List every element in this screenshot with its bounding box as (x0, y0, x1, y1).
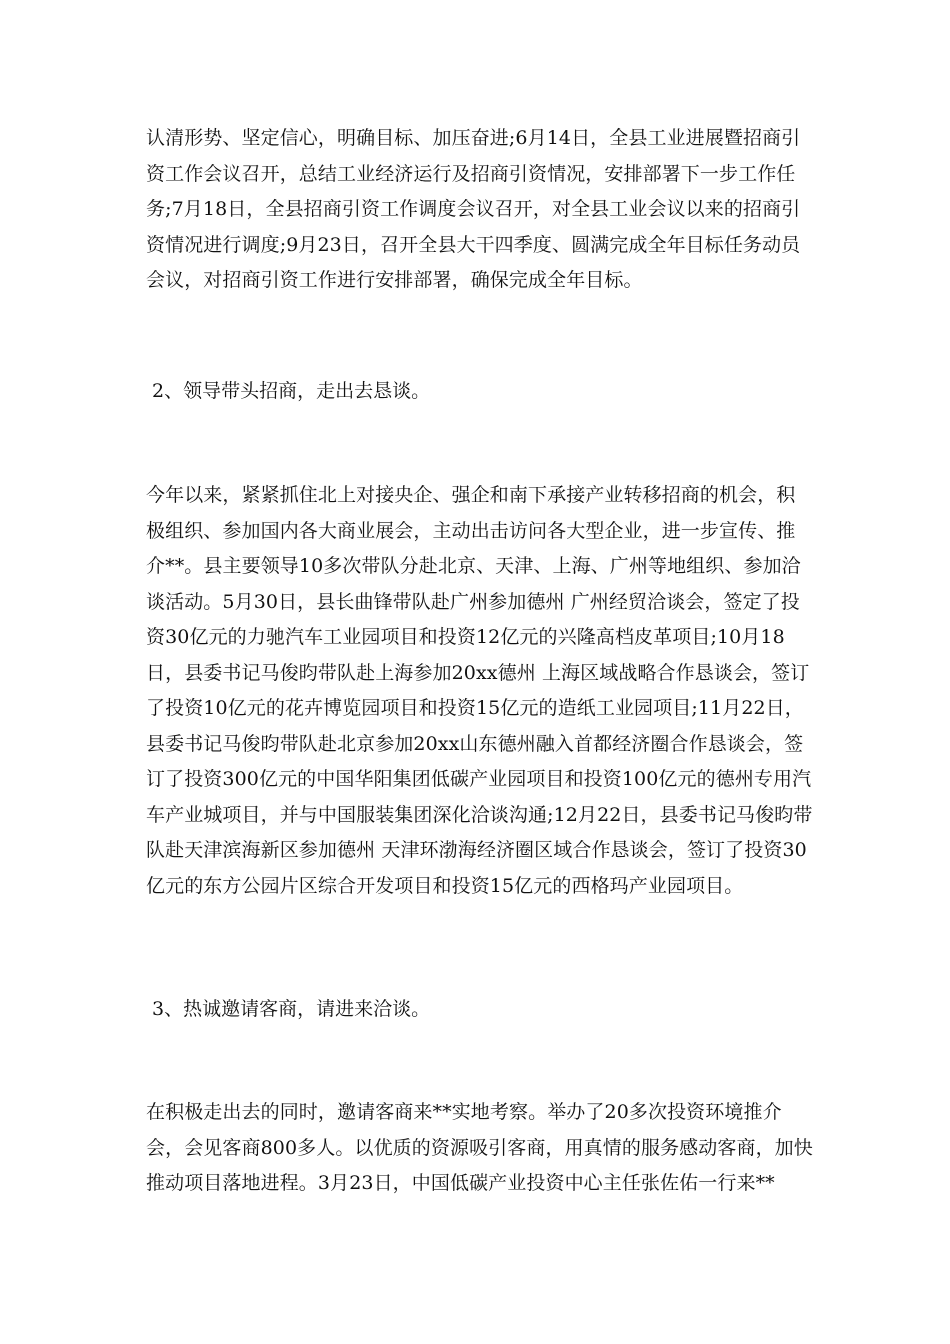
body-paragraph: 今年以来，紧紧抓住北上对接央企、强企和南下承接产业转移招商的机会，积极组织、参加国内各大商业展会，主动出击访问各大型企业，进一步宣传、推介**。县主要领导10多次带队分赴北京、天津、上海、广州等地组织、参加洽谈活动。5月30日，县长曲锋带队赴广州参加德州 广州经贸洽谈会，签定了投资30亿元的力驰汽车工业园项目和投资12亿元的兴隆高档皮革项目;10月18日，县委书记马俊昀带队赴上海参加20xx德州 上海区域战略合作恳谈会，签订了投资10亿元的花卉博览园项目和投资15亿元的造纸工业园项目;11月22日，县委书记马俊昀带队赴北京参加20xx山东德州融入首都经济圈合作恳谈会，签订了投资300亿元的中国华阳集团低碳产业园项目和投资100亿元的德州专用汽车产业城项目，并与中国服装集团深化洽谈沟通;12月22日，县委书记马俊昀带队赴天津滨海新区参加德州 天津环渤海经济圈区域合作恳谈会，签订了投资30亿元的东方公园片区综合开发项目和投资15亿元的西格玛产业园项目。 (146, 484, 813, 897)
section-heading: 2、领导带头招商，走出去恳谈。 (152, 380, 431, 402)
section-heading: 3、热诚邀请客商，请进来洽谈。 (152, 998, 431, 1020)
body-paragraph: 在积极走出去的同时，邀请客商来**实地考察。举办了20多次投资环境推介会，会见客商800多人。以优质的资源吸引客商，用真情的服务感动客商，加快推动项目落地进程。3月23日，中国低碳产业投资中心主任张佐佑一行来** (146, 1101, 813, 1194)
body-paragraph: 认清形势、坚定信心，明确目标、加压奋进;6月14日，全县工业进展暨招商引资工作会议召开，总结工业经济运行及招商引资情况，安排部署下一步工作任务;7月18日，全县招商引资工作调度会议召开，对全县工业会议以来的招商引资情况进行调度;9月23日，召开全县大干四季度、圆满完成全年目标任务动员会议，对招商引资工作进行安排部署，确保完成全年目标。 (146, 127, 801, 291)
